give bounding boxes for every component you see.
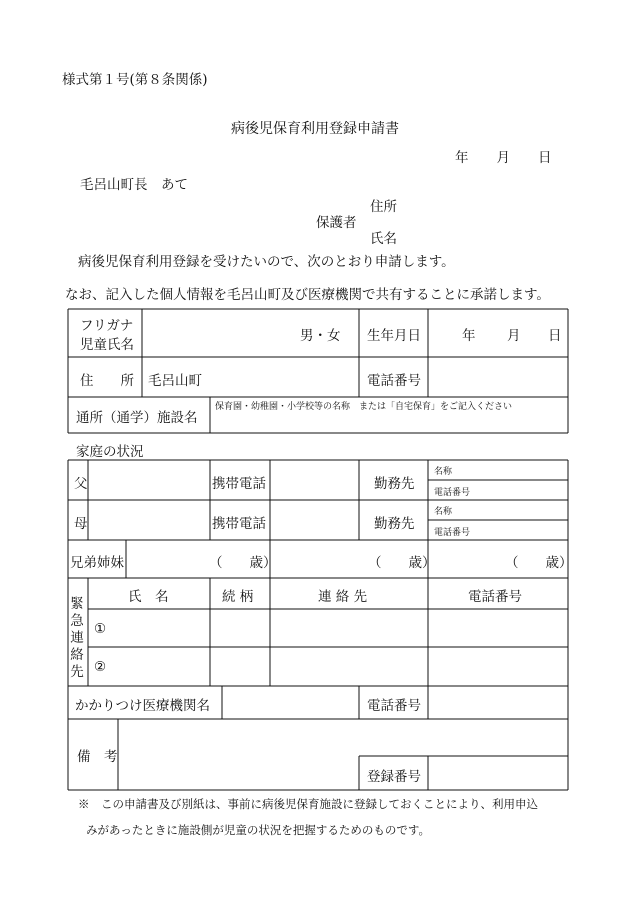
footer-note-line-2: みがあったときに施設側が児童の状況を把握するためのものです。: [86, 823, 430, 837]
father-label: 父: [74, 476, 88, 492]
col-relation-header: 続 柄: [222, 589, 254, 605]
birth-year: 年: [462, 328, 476, 344]
emergency-contact-label: 緊急連絡先: [70, 596, 84, 680]
furigana-label: フリガナ: [80, 318, 134, 334]
father-mobile-label: 携帯電話: [212, 476, 266, 492]
emergency-row-2: ②: [94, 659, 107, 675]
sibling-age-2: （ 歳）: [368, 555, 436, 571]
phone-label: 電話番号: [367, 373, 421, 389]
birthdate-label: 生年月日: [367, 328, 421, 344]
consent-statement: なお、記入した個人情報を毛呂山町及び医療機関で共有することに承諾します。: [65, 287, 550, 303]
col-phone-header: 電話番号: [468, 589, 522, 605]
address-label: 住 所: [80, 373, 134, 389]
col-name-header: 氏 名: [128, 589, 169, 605]
father-workplace-label: 勤務先: [374, 476, 415, 492]
facility-note: 保育園・幼稚園・小学校等の名称 または「自宅保育」をご記入ください: [215, 402, 513, 412]
date-year: 年: [455, 150, 469, 166]
birth-month: 月: [507, 328, 521, 344]
mother-workplace-label: 勤務先: [374, 516, 415, 532]
sex-options[interactable]: 男・女: [300, 328, 341, 344]
siblings-label: 兄弟姉妹: [70, 555, 124, 571]
facility-label: 通所（通学）施設名: [76, 410, 198, 426]
col-contact-header: 連 絡 先: [318, 589, 368, 605]
document-title: 病後児保育利用登録申請書: [231, 121, 399, 137]
sibling-age-3: （ 歳）: [505, 555, 573, 571]
applicant-name-label: 氏名: [370, 231, 397, 247]
father-workplace-name-label: 名称: [434, 467, 453, 477]
clinic-phone-label: 電話番号: [367, 698, 421, 714]
father-workplace-phone-label: 電話番号: [434, 488, 471, 498]
addressee: 毛呂山町長 あて: [80, 177, 188, 193]
application-statement: 病後児保育利用登録を受けたいので、次のとおり申請します。: [78, 254, 455, 270]
mother-workplace-phone-label: 電話番号: [434, 528, 471, 538]
guardian-label: 保護者: [316, 215, 357, 231]
registration-number-label: 登録番号: [367, 769, 421, 785]
applicant-address-label: 住所: [370, 199, 397, 215]
mother-mobile-label: 携帯電話: [212, 516, 266, 532]
family-section-heading: 家庭の状況: [76, 444, 144, 460]
date-day: 日: [538, 150, 552, 166]
birth-day: 日: [548, 328, 562, 344]
remarks-label: 備 考: [77, 749, 118, 765]
emergency-row-1: ①: [94, 621, 107, 637]
mother-workplace-name-label: 名称: [434, 507, 453, 517]
address-value: 毛呂山町: [148, 373, 202, 389]
footer-note-line-1: ※ この申請書及び別紙は、事前に病後児保育施設に登録しておくことにより、利用申込: [78, 797, 538, 811]
clinic-label: かかりつけ医療機関名: [75, 698, 210, 714]
date-month: 月: [496, 150, 510, 166]
child-name-label: 児童氏名: [80, 337, 134, 353]
form-number: 様式第１号(第８条関係): [62, 72, 208, 88]
mother-label: 母: [74, 516, 88, 532]
sibling-age-1: （ 歳）: [209, 555, 277, 571]
